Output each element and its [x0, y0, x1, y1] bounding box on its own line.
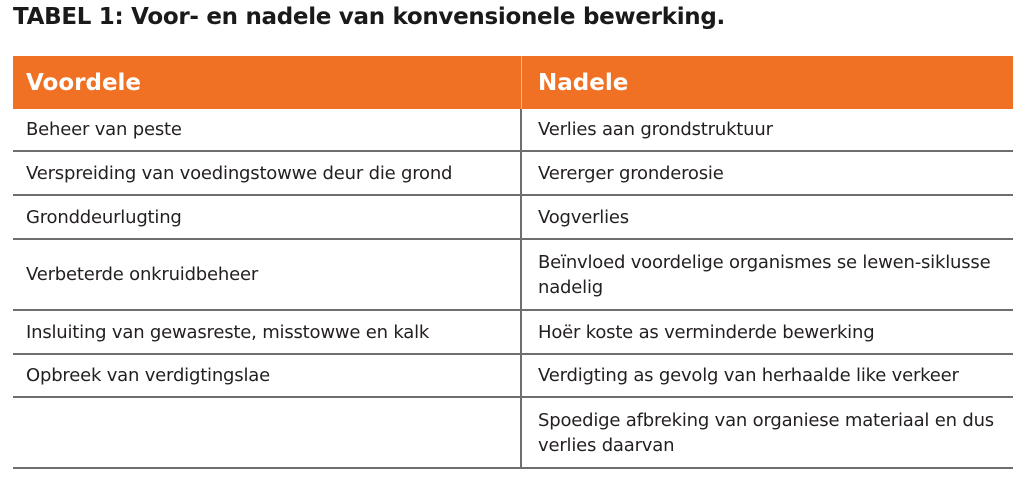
cell-text: Spoedige afbreking van organiese materiaal en dus verlies daarvan	[538, 409, 994, 456]
table-row	[13, 240, 1013, 311]
nadele-cell	[522, 311, 1013, 353]
cell-text: Beheer van peste	[26, 119, 182, 140]
header-voordele: Voordele	[13, 56, 522, 109]
voordele-cell	[13, 152, 522, 194]
nadele-cell	[522, 240, 1013, 309]
voordele-cell	[13, 240, 522, 309]
table-header-row	[13, 56, 1013, 109]
voordele-cell	[13, 311, 522, 353]
nadele-cell	[522, 355, 1013, 396]
table-row	[13, 311, 1013, 355]
cell-text: Verbeterde onkruidbeheer	[26, 264, 259, 285]
table-row	[13, 196, 1013, 240]
table-row	[13, 398, 1013, 469]
cell-text: Verlies aan grondstruktuur	[538, 119, 773, 140]
cell-text: Vererger gronderosie	[538, 162, 724, 184]
cell-text: Opbreek van verdigtingslae	[26, 365, 270, 386]
cell-text: Vogverlies	[538, 206, 629, 228]
voordele-cell	[13, 355, 522, 396]
nadele-cell	[522, 109, 1013, 150]
cell-text: Beïnvloed voordelige organismes se lewen-siklusse nadelig	[538, 251, 991, 298]
voordele-cell	[13, 398, 522, 467]
table-title: TABEL 1: Voor- en nadele van konvensionele bewerking.	[13, 4, 725, 30]
table-row	[13, 109, 1013, 152]
table-row	[13, 152, 1013, 196]
cell-text: Hoër koste as verminderde bewerking	[538, 321, 875, 343]
nadele-cell	[522, 152, 1013, 194]
table-row	[13, 355, 1013, 398]
cell-text: Gronddeurlugting	[26, 206, 182, 228]
nadele-cell	[522, 196, 1013, 238]
cell-text: Insluiting van gewasreste, misstowwe en kalk	[26, 321, 430, 343]
cell-text: Verspreiding van voedingstowwe deur die grond	[26, 162, 453, 184]
header-nadele: Nadele	[538, 69, 629, 96]
pros-cons-table	[13, 56, 1013, 469]
cell-text: Verdigting as gevolg van herhaalde like verkeer	[538, 365, 959, 386]
voordele-cell	[13, 109, 522, 150]
voordele-cell	[13, 196, 522, 238]
nadele-cell	[522, 398, 1013, 467]
